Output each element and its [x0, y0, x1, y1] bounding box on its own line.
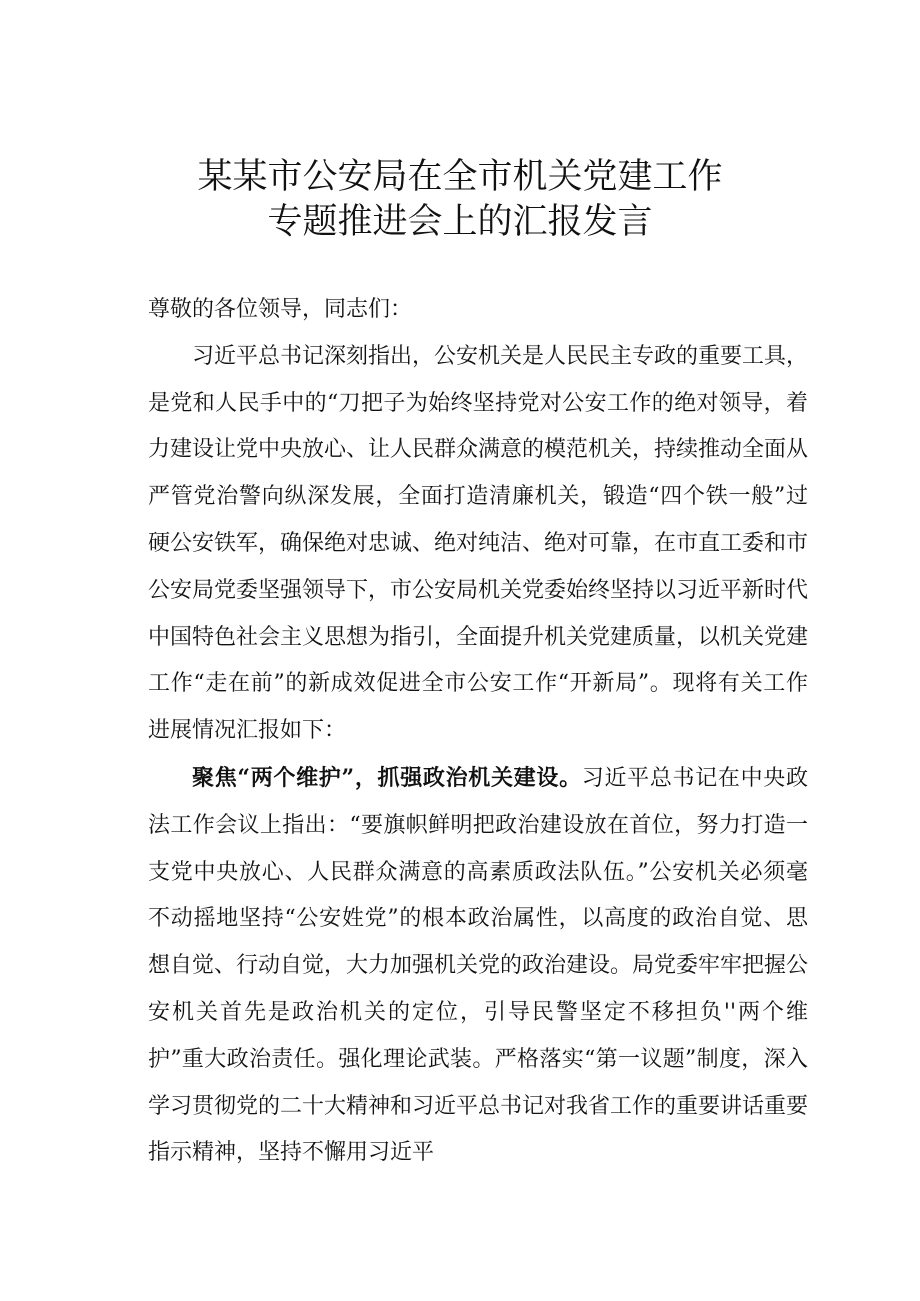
salutation: 尊敬的各位领导，同志们： — [148, 297, 413, 322]
paragraph-intro: 习近平总书记深刻指出，公安机关是人民民主专政的重要工具，是党和人民手中的“刀把子为始终坚持党对公安工作的绝对领导，着力建设让党中央放心、让人民群众满意的模范机关，持续推动全面从严管党治警向纵深发展，全面打造清廉机关，锻造“四个铁一般”过硬公安铁军，确保绝对忠诚、绝对纯洁、绝对可靠，在市直工委和市公安局党委坚强领导下，市公安局机关党委始终坚持以习近平新时代中国特色社会主义思想为指引，全面提升机关党建质量，以机关党建工作“走在前”的新成效促进全市公安工作“开新局”。现将有关工作进展情况汇报如下： — [148, 343, 809, 744]
paragraph-political-building — [148, 755, 808, 1177]
paragraph-heading: 聚焦“两个维护”，抓强政治机关建设。 — [192, 764, 582, 791]
document-body — [148, 287, 808, 1177]
paragraph-body-text: 习近平总书记在中央政法工作会议上指出：“要旗帜鲜明把政治建设放在首位，努力打造一支党中央放心、人民群众满意的高素质政法队伍。”公安机关必须毫不动摇地坚持“公安姓党”的根本政治属性，以高度的政治自觉、思想自觉、行动自觉，大力加强机关党的政治建设。局党委牢牢把握公安机关首先是政治机关的定位，引导民警坚定不移担负''两个维护”重大政治责任。强化理论武装。严格落实“第一议题”制度，深入学习贯彻党的二十大精神和习近平总书记对我省工作的重要讲话重要指示精神，坚持不懈用习近平 — [148, 765, 809, 1166]
document-title-line-1: 某某市公安局在全市机关党建工作 — [197, 157, 723, 197]
document-title-line-2: 专题推进会上的汇报发言 — [267, 202, 653, 242]
